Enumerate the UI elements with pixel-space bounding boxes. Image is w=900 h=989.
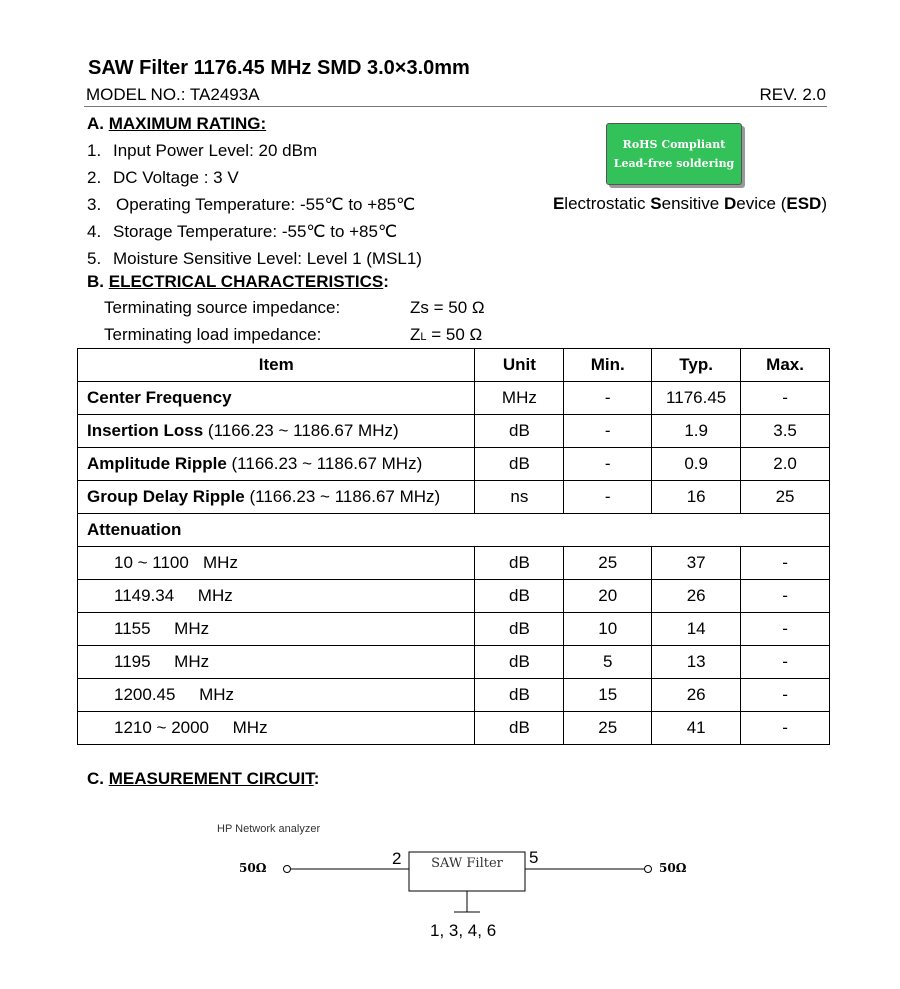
row-item-condition: (1166.23 ~ 1186.67 MHz) [226, 454, 423, 473]
row-max: - [741, 547, 830, 580]
ground-pins-label: 1, 3, 4, 6 [430, 921, 497, 940]
row-min: - [564, 415, 652, 448]
section-b-suffix: : [383, 272, 389, 291]
row-typ: 1176.45 [652, 382, 741, 415]
rating-item-num: 1. [87, 141, 102, 160]
section-b-title: ELECTRICAL CHARACTERISTICS [108, 272, 384, 291]
esd-initial-e: E [552, 194, 565, 213]
row-unit: dB [475, 415, 564, 448]
row-max: - [741, 580, 830, 613]
attenuation-frequency: 10 ~ 1100 MHz [78, 547, 475, 580]
row-max: - [741, 646, 830, 679]
source-impedance-value: Zs = 50 Ω [410, 298, 485, 317]
source-impedance-label: Terminating source impedance: [104, 298, 341, 317]
section-a-title: MAXIMUM RATING: [108, 114, 267, 133]
attenuation-frequency: 1200.45 MHz [78, 679, 475, 712]
header-max: Max. [741, 349, 830, 382]
right-impedance-label: 50Ω [659, 861, 687, 875]
header-unit: Unit [475, 349, 564, 382]
row-unit: dB [475, 580, 564, 613]
row-unit: dB [475, 448, 564, 481]
row-unit: dB [475, 679, 564, 712]
section-b-prefix: B. [87, 272, 109, 291]
row-unit: dB [475, 712, 564, 745]
esd-close: ) [821, 194, 827, 213]
rating-item-num: 4. [87, 222, 102, 241]
input-pin-label: 2 [392, 849, 402, 868]
row-max: - [741, 382, 830, 415]
load-impedance-label: Terminating load impedance: [104, 325, 322, 344]
row-min: - [564, 448, 652, 481]
esd-abbreviation: ESD [786, 194, 822, 213]
row-max: 25 [741, 481, 830, 514]
section-c-prefix: C. [87, 769, 109, 788]
load-value: = 50 Ω [426, 325, 483, 344]
row-unit: dB [475, 547, 564, 580]
row-item-condition: (1166.23 ~ 1186.67 MHz) [203, 421, 399, 440]
esd-word-1: lectrostatic [564, 194, 651, 213]
attenuation-frequency: 1210 ~ 2000 MHz [78, 712, 475, 745]
row-typ: 37 [652, 547, 741, 580]
row-item-name: Insertion Loss [87, 421, 204, 440]
header-typ: Typ. [652, 349, 741, 382]
left-impedance-label: 50Ω [239, 861, 267, 875]
row-max: - [741, 679, 830, 712]
row-typ: 26 [652, 679, 741, 712]
row-typ: 41 [652, 712, 741, 745]
row-max: - [741, 613, 830, 646]
row-min: 20 [564, 580, 652, 613]
rohs-line-2: Lead-free soldering [613, 157, 735, 170]
attenuation-label: Attenuation [78, 514, 830, 547]
rating-item-text: Input Power Level: 20 dBm [113, 141, 318, 160]
section-c-suffix: : [313, 769, 320, 788]
rating-item-num: 3. [87, 195, 102, 214]
row-item-name: Center Frequency [87, 388, 232, 407]
row-min: 5 [564, 646, 652, 679]
row-typ: 13 [652, 646, 741, 679]
row-min: 15 [564, 679, 652, 712]
esd-word-3: evice ( [736, 194, 787, 213]
rating-item-text: DC Voltage : 3 V [113, 168, 239, 187]
output-pin-label: 5 [529, 848, 539, 867]
left-port-terminal [284, 866, 291, 873]
document-title: SAW Filter 1176.45 MHz SMD 3.0×3.0mm [88, 57, 470, 79]
row-typ: 26 [652, 580, 741, 613]
right-port-terminal [645, 866, 652, 873]
row-typ: 1.9 [652, 415, 741, 448]
rating-item-num: 2. [87, 168, 102, 187]
row-max: - [741, 712, 830, 745]
attenuation-frequency: 1195 MHz [78, 646, 475, 679]
section-c-title: MEASUREMENT CIRCUIT [108, 769, 314, 788]
model-number: MODEL NO.: TA2493A [86, 85, 260, 104]
row-item-name: Amplitude Ripple [87, 454, 227, 473]
rohs-line-1: RoHS Compliant [622, 138, 726, 151]
esd-word-2: ensitive [661, 194, 724, 213]
row-unit: ns [475, 481, 564, 514]
load-z: Z [410, 325, 421, 344]
row-unit: MHz [475, 382, 564, 415]
row-min: 25 [564, 547, 652, 580]
row-item-name: Group Delay Ripple [87, 487, 245, 506]
esd-initial-s: S [650, 194, 662, 213]
header-item: Item [78, 349, 475, 382]
saw-filter-label: SAW Filter [431, 856, 503, 871]
load-subscript: L [420, 331, 427, 343]
rating-item-text: Operating Temperature: -55℃ to +85℃ [116, 195, 416, 214]
attenuation-frequency: 1149.34 MHz [78, 580, 475, 613]
header-min: Min. [564, 349, 652, 382]
row-min: - [564, 481, 652, 514]
row-max: 2.0 [741, 448, 830, 481]
row-typ: 14 [652, 613, 741, 646]
revision-label: REV. 2.0 [759, 85, 826, 104]
row-max: 3.5 [741, 415, 830, 448]
rating-item-num: 5. [87, 249, 102, 268]
row-min: 25 [564, 712, 652, 745]
row-typ: 0.9 [652, 448, 741, 481]
row-unit: dB [475, 646, 564, 679]
rating-item-text: Moisture Sensitive Level: Level 1 (MSL1) [113, 249, 422, 268]
row-item-condition: (1166.23 ~ 1186.67 MHz) [244, 487, 441, 506]
row-unit: dB [475, 613, 564, 646]
esd-initial-d: D [724, 194, 737, 213]
row-typ: 16 [652, 481, 741, 514]
attenuation-frequency: 1155 MHz [78, 613, 475, 646]
rating-item-text: Storage Temperature: -55℃ to +85℃ [113, 222, 398, 241]
section-a-prefix: A. [87, 114, 109, 133]
row-min: 10 [564, 613, 652, 646]
network-analyzer-label: HP Network analyzer [217, 823, 321, 835]
row-min: - [564, 382, 652, 415]
